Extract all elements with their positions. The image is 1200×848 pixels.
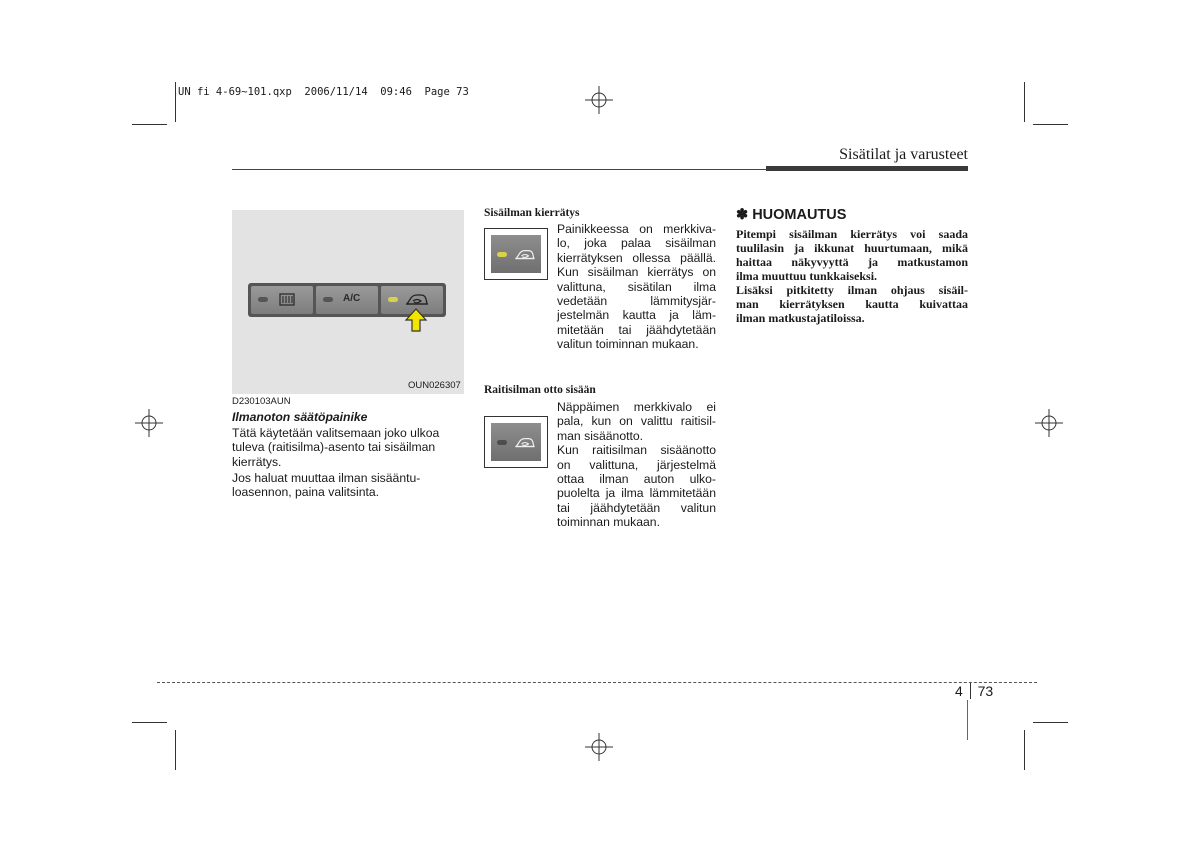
page-number — [955, 683, 993, 699]
header-bar — [766, 166, 968, 171]
left-paragraph-2: Jos haluat muuttaa ilman sisääntu- loasennon, paina valitsinta. — [232, 471, 421, 500]
fresh-air-button-thumbnail — [484, 416, 548, 468]
fresh-air-icon — [513, 436, 537, 450]
rear-defrost-button — [251, 286, 313, 314]
page-number-divider — [970, 683, 971, 699]
note-title-text: HUOMAUTUS — [752, 207, 847, 223]
crop-mark — [175, 730, 176, 770]
indicator-led — [323, 297, 333, 302]
note-title — [736, 207, 846, 223]
crop-mark — [175, 82, 176, 122]
ac-button — [316, 286, 378, 314]
rear-defrost-icon — [279, 292, 295, 308]
indicator-led — [258, 297, 268, 302]
registration-mark-icon — [1035, 409, 1063, 437]
indicator-led-off — [497, 440, 507, 445]
left-paragraph-1: Tätä käytetään valitsemaan joko ulkoa tuleva (raitisilma)-asento tai sisäilman kierrätys. — [232, 426, 440, 469]
footer-rule — [157, 682, 1037, 683]
crop-mark — [132, 124, 167, 125]
crop-mark — [1024, 82, 1025, 122]
indicator-led-on — [497, 252, 507, 257]
section-code: D230103AUN — [232, 396, 291, 407]
recirculation-icon — [513, 248, 537, 262]
crop-mark — [1024, 730, 1025, 770]
note-symbol-icon: ✽ — [736, 207, 749, 223]
footer-tick — [967, 700, 968, 740]
crop-mark — [1033, 124, 1068, 125]
fresh-air-heading: Raitisilman otto sisään — [484, 384, 596, 396]
registration-mark-icon — [585, 733, 613, 761]
recirculation-text: Painikkeessa on merkkiva- lo, joka palaa sisäilman kierrätyksen ollessa päällä. Kun sisäilman kierrätys on valittuna, sisätilan ilma vedetään lämmitysjär- jestelmän kautta ja läm- mitetään tai jäähdytetään valitun toiminnan mukaan. — [557, 222, 716, 352]
fresh-air-text: Näppäimen merkkivalo ei pala, kun on valittu raitisil- man sisäänotto. Kun raitisilman sisäänotto on valittuna, järjestelmä ottaa ilman auton ulko- puolelta ja ilma lämmitetään tai jäähdytetään valitun toiminnan mukaan. — [557, 400, 716, 530]
crop-mark — [1033, 722, 1068, 723]
crop-mark — [132, 722, 167, 723]
page-header-title: Sisätilat ja varusteet — [839, 146, 968, 163]
recirculation-button-thumbnail — [484, 228, 548, 280]
arrow-up-icon — [404, 308, 428, 332]
registration-mark-icon — [135, 409, 163, 437]
print-slug: UN fi 4-69~101.qxp 2006/11/14 09:46 Page 73 — [178, 86, 469, 98]
note-text: Pitempi sisäilman kierrätys voi saada tuulilasin ja ikkunat huurtumaan, mikä haittaa näkyvyyttä ja matkustamon ilma muuttuu tunkkaiseksi. Lisäksi pitkitetty ilman ohjaus sisäil- man kierrätyksen kautta kuivattaa ilman matkustajatiloissa. — [736, 227, 968, 325]
recirculation-icon — [405, 292, 429, 308]
registration-mark-icon — [585, 86, 613, 114]
indicator-led-on — [388, 297, 398, 302]
chapter-number: 4 — [955, 683, 963, 699]
ac-label: A/C — [343, 293, 361, 304]
control-panel-figure — [232, 210, 464, 394]
page-number-value: 73 — [977, 683, 994, 699]
recirculation-heading: Sisäilman kierrätys — [484, 207, 580, 219]
figure-id: OUN026307 — [408, 380, 461, 391]
section-subheading: Ilmanoton säätöpainike — [232, 410, 368, 424]
